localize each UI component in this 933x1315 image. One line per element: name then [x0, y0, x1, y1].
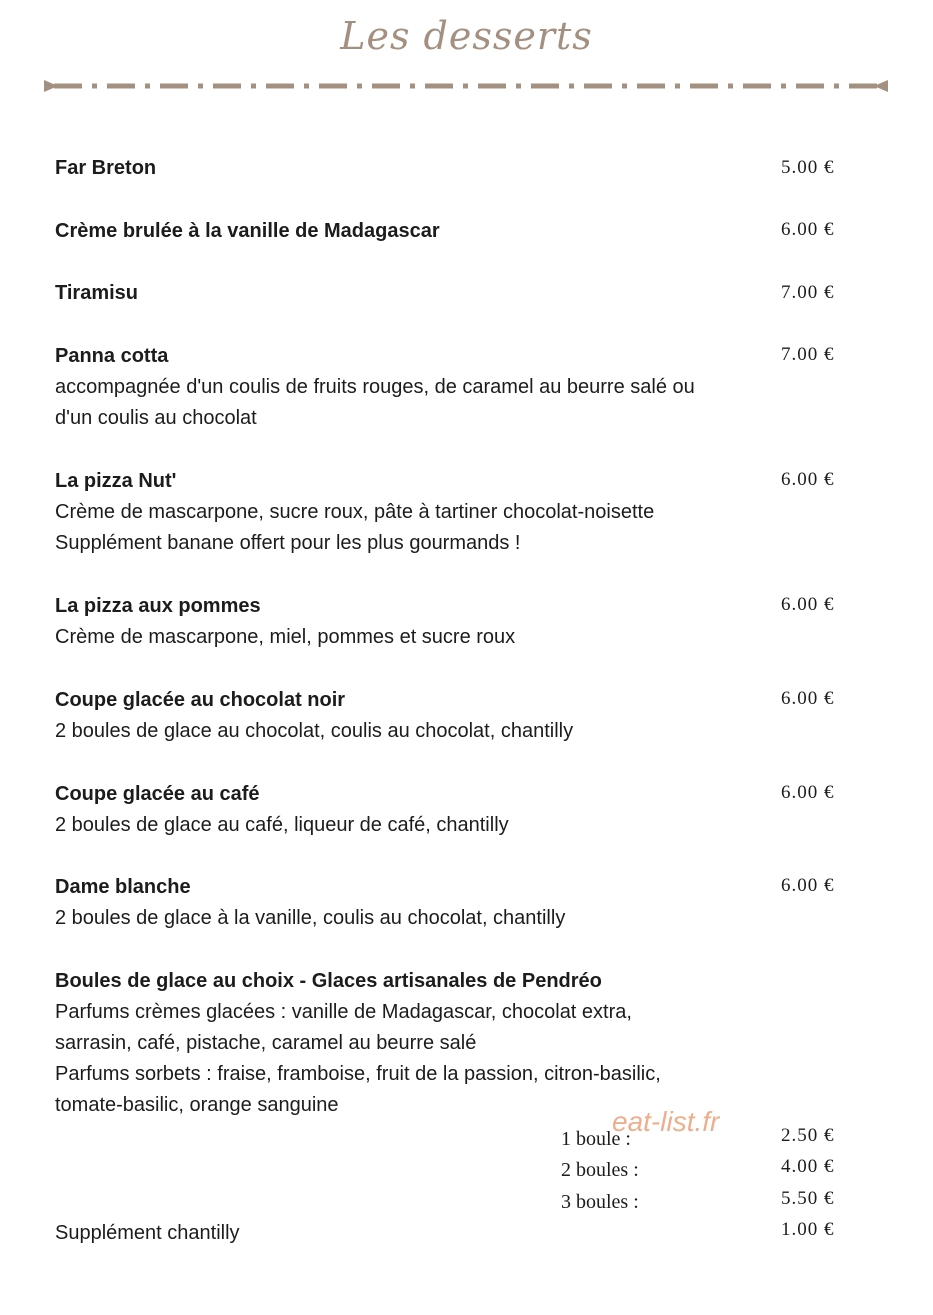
menu-item [55, 779, 775, 841]
scoop-price: 5.50 € [781, 1188, 835, 1209]
item-price: 6.00 € [781, 594, 835, 615]
item-description: 2 boules de glace au chocolat, coulis au chocolat, chantilly [55, 720, 574, 742]
menu-item [55, 966, 775, 1121]
item-description: sarrasin, café, pistache, caramel au beurre salé [55, 1032, 477, 1054]
scoop-label: 3 boules : [561, 1191, 639, 1213]
item-description: accompagnée d'un coulis de fruits rouges, de caramel au beurre salé ou [55, 376, 695, 398]
item-price: 5.00 € [781, 157, 835, 178]
item-price: 7.00 € [781, 344, 835, 365]
menu-item [55, 216, 775, 247]
item-name: Crème brulée à la vanille de Madagascar [55, 220, 440, 242]
item-price: 6.00 € [781, 469, 835, 490]
item-name: Coupe glacée au café [55, 783, 260, 805]
item-description: Parfums crèmes glacées : vanille de Madagascar, chocolat extra, [55, 1001, 632, 1023]
item-price: 6.00 € [781, 782, 835, 803]
item-name: Far Breton [55, 157, 157, 179]
item-price: 7.00 € [781, 282, 835, 303]
decorative-divider [44, 74, 888, 98]
menu-item [55, 466, 775, 559]
item-name: Panna cotta [55, 345, 169, 367]
scoop-label: 2 boules : [561, 1159, 639, 1181]
scoop-label: 1 boule : [561, 1128, 631, 1150]
menu-item [55, 872, 775, 934]
item-description: Crème de mascarpone, sucre roux, pâte à tartiner chocolat-noisette [55, 501, 655, 523]
item-description: tomate-basilic, orange sanguine [55, 1094, 339, 1116]
item-name: Tiramisu [55, 282, 138, 304]
item-price: 6.00 € [781, 875, 835, 896]
item-name: Dame blanche [55, 876, 191, 898]
item-description: Supplément banane offert pour les plus gourmands ! [55, 532, 521, 554]
supplement-price: 1.00 € [781, 1219, 835, 1240]
item-name: La pizza Nut' [55, 470, 177, 492]
supplement-label: Supplément chantilly [55, 1222, 240, 1244]
item-description: Crème de mascarpone, miel, pommes et sucre roux [55, 626, 516, 648]
watermark-text: eat-list.fr [612, 1106, 720, 1137]
menu-item [55, 341, 775, 434]
scoop-price: 4.00 € [781, 1156, 835, 1177]
item-description: 2 boules de glace au café, liqueur de café, chantilly [55, 814, 509, 836]
item-description: d'un coulis au chocolat [55, 407, 257, 429]
item-price: 6.00 € [781, 688, 835, 709]
menu-item [55, 153, 775, 184]
item-name: Coupe glacée au chocolat noir [55, 689, 346, 711]
menu-item [55, 591, 775, 653]
item-price: 6.00 € [781, 219, 835, 240]
item-description: 2 boules de glace à la vanille, coulis au chocolat, chantilly [55, 907, 566, 929]
item-name: Boules de glace au choix - Glaces artisanales de Pendréo [55, 970, 602, 992]
page-title: Les desserts [340, 14, 593, 58]
menu-item [55, 685, 775, 747]
scoop-price: 2.50 € [781, 1125, 835, 1146]
item-description: Parfums sorbets : fraise, framboise, fruit de la passion, citron-basilic, [55, 1063, 661, 1085]
item-name: La pizza aux pommes [55, 595, 261, 617]
menu-item [55, 278, 775, 309]
